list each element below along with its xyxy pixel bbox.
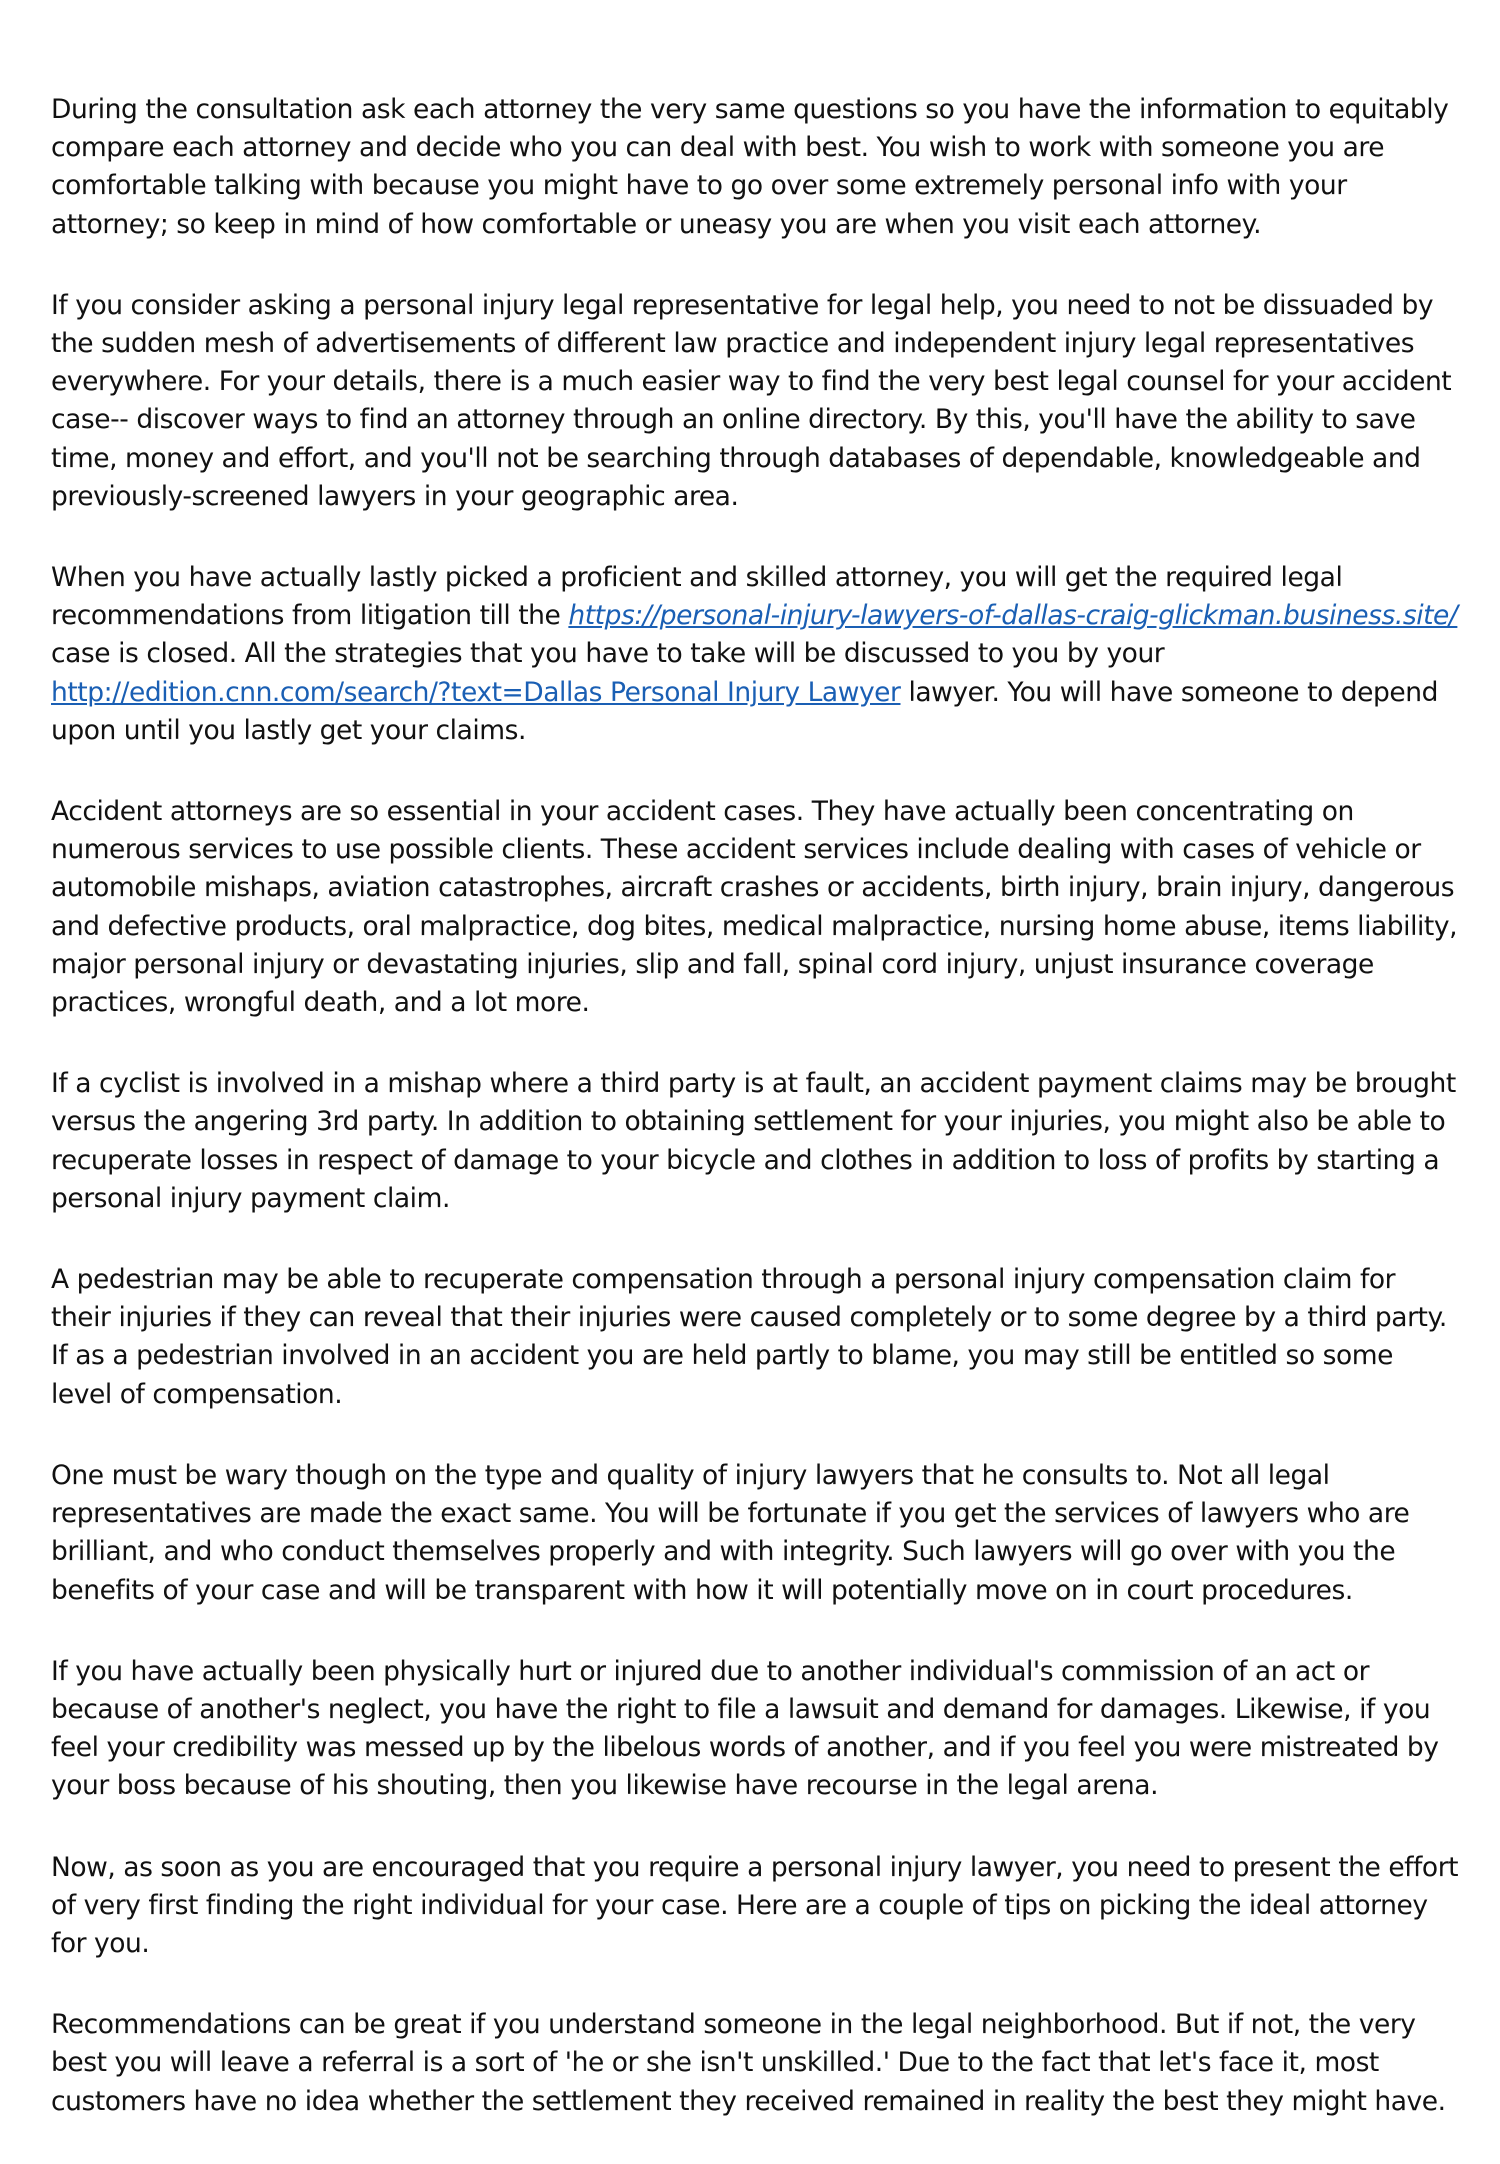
paragraph-finding-lawyer: Now, as soon as you are encouraged that you require a personal injury lawyer, you need to present the effort of very first finding the right individual for your case. Here are a couple of tips on picking the ideal attorney for you.: [51, 1851, 1459, 1959]
paragraph-text-segment: lawyer. You will have someone to depend upon until you lastly get your claims.: [51, 676, 1438, 746]
paragraph-text-segment: When you have actually lastly picked a proficient and skilled attorney, you will get the required legal recommendations from litigation till the: [51, 562, 1343, 632]
paragraph-accident-services: Accident attorneys are so essential in your accident cases. They have actually been concentrating on numerous services to use possible clients. These accident services include dealing with cases of vehicle or automobile mishaps, aviation catastrophes, aircraft crashes or accidents, birth injury, brain injury, dangerous and defective products, oral malpractice, dog bites, medical malpractice, nursing home abuse, items liability, major personal injury or devastating injuries, slip and fall, spinal cord injury, unjust insurance coverage practices, wrongful death, and a lot more.: [51, 796, 1458, 1019]
paragraph-wary-of-lawyers: One must be wary though on the type and quality of injury lawyers that he consults to. Not all legal representatives are made the exact same. You will be fortunate if you get the services of lawyers who are brilliant, and who conduct themselves properly and with integrity. Such lawyers will go over with you the benefits of your case and will be transparent with how it will potentially move on in court procedures.: [51, 1459, 1410, 1606]
paragraph-text-segment: case is closed. All the strategies that you have to take will be discussed to you by your: [51, 638, 1165, 670]
paragraph-consultation: During the consultation ask each attorney the very same questions so you have the information to equitably compare each attorney and decide who you can deal with best. You wish to work with someone you are comfortable talking with because you might have to go over some extremely personal info with your attorney; so keep in mind of how comfortable or uneasy you are when you visit each attorney.: [51, 94, 1449, 240]
document-body: [51, 91, 1461, 2164]
paragraph-cyclist: If a cyclist is involved in a mishap where a third party is at fault, an accident payment claims may be brought versus the angering 3rd party. In addition to obtaining settlement for your injuries, you might also be able to recuperate losses in respect of damage to your bicycle and clothes in addition to loss of profits by starting a personal injury payment claim.: [51, 1068, 1456, 1214]
paragraph-online-directory: If you consider asking a personal injury legal representative for legal help, you need to not be dissuaded by the sudden mesh of advertisements of different law practice and independent injury legal representatives everywhere. For your details, there is a much easier way to find the very best legal counsel for your accident case-- discover ways to find an attorney through an online directory. By this, you'll have the ability to save time, money and effort, and you'll not be searching through databases of dependable, knowledgeable and previously-screened lawyers in your geographic area.: [51, 289, 1452, 512]
paragraph-right-to-file: If you have actually been physically hurt or injured due to another individual's commission of an act or because of another's neglect, you have the right to file a lawsuit and demand for damages. Likewise, if you feel your credibility was messed up by the libelous words of another, and if you feel you were mistreated by your boss because of his shouting, then you likewise have recourse in the legal arena.: [51, 1655, 1439, 1802]
paragraph-legal-recommendations: [51, 559, 1461, 750]
business-site-link[interactable]: https://personal-injury-lawyers-of-dallas-craig-glickman.business.site/: [568, 600, 1458, 632]
paragraph-recommendations: Recommendations can be great if you understand someone in the legal neighborhood. But if not, the very best you will leave a referral is a sort of 'he or she isn't unskilled.' Due to the fact that let's face it, most customers have no idea whether the settlement they received remained in reality the best they might have.: [51, 2009, 1446, 2117]
cnn-search-link[interactable]: http://edition.cnn.com/search/?text=Dallas Personal Injury Lawyer: [51, 676, 901, 708]
paragraph-pedestrian: A pedestrian may be able to recuperate compensation through a personal injury compensation claim for their injuries if they can reveal that their injuries were caused completely or to some degree by a third party. If as a pedestrian involved in an accident you are held partly to blame, you may still be entitled so some level of compensation.: [51, 1264, 1447, 1410]
